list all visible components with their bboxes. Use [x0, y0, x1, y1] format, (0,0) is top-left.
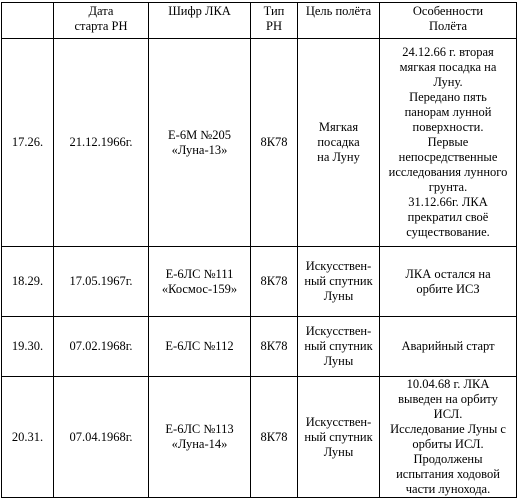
- header-flight-notes: Особенности Полёта: [380, 3, 517, 39]
- table-row: [2, 317, 517, 377]
- note-paragraph: 31.12.66г. ЛКА прекратил своё существование.: [406, 195, 490, 239]
- row-launch-date: 07.04.1968г.: [54, 377, 149, 498]
- header-rocket-type: Тип РН: [251, 3, 298, 39]
- row-spacecraft-code: Е-6ЛС №112: [149, 317, 251, 377]
- table-row: [2, 39, 517, 247]
- row-mission-goal: Искусствен- ный спутник Луны: [298, 377, 380, 498]
- note-paragraph: 24.12.66 г. вторая мягкая посадка на Луну.: [399, 45, 497, 89]
- header-spacecraft-code: Шифр ЛКА: [149, 3, 251, 39]
- note-paragraph: Исследование Луны с орбиты ИСЛ.: [390, 422, 506, 451]
- header-mission-goal: Цель полёта: [298, 3, 380, 39]
- table-row: [2, 247, 517, 317]
- row-rocket-type: 8К78: [251, 247, 298, 317]
- row-rocket-type: 8К78: [251, 377, 298, 498]
- row-launch-date: 17.05.1967г.: [54, 247, 149, 317]
- row-launch-date: 21.12.1966г.: [54, 39, 149, 247]
- note-paragraph: ЛКА остался на орбите ИСЗ: [405, 266, 491, 296]
- row-number: 18.29.: [2, 247, 54, 317]
- row-spacecraft-code: Е-6М №205 «Луна-13»: [149, 39, 251, 247]
- note-paragraph: 10.04.68 г. ЛКА выведен на орбиту ИСЛ.: [398, 377, 498, 421]
- row-launch-date: 07.02.1968г.: [54, 317, 149, 377]
- table-row: [2, 377, 517, 498]
- note-paragraph: Продолжены испытания ходовой части лунохода.: [396, 452, 500, 496]
- row-rocket-type: 8К78: [251, 317, 298, 377]
- row-number: 19.30.: [2, 317, 54, 377]
- row-mission-goal: Мягкая посадка на Луну: [298, 39, 380, 247]
- row-spacecraft-code: Е-6ЛС №113 «Луна-14»: [149, 377, 251, 498]
- launch-table: [1, 2, 517, 498]
- row-mission-goal: Искусствен- ный спутник Луны: [298, 247, 380, 317]
- row-number: 20.31.: [2, 377, 54, 498]
- row-flight-notes: [380, 317, 517, 377]
- row-number: 17.26.: [2, 39, 54, 247]
- row-mission-goal: Искусствен- ный спутник Луны: [298, 317, 380, 377]
- row-rocket-type: 8К78: [251, 39, 298, 247]
- row-flight-notes: [380, 39, 517, 247]
- row-flight-notes: [380, 247, 517, 317]
- table-header-row: [2, 3, 517, 39]
- row-flight-notes: [380, 377, 517, 498]
- row-spacecraft-code: Е-6ЛС №111 «Космос-159»: [149, 247, 251, 317]
- header-number: [2, 3, 54, 39]
- header-launch-date: Дата старта РН: [54, 3, 149, 39]
- note-paragraph: Аварийный старт: [401, 339, 495, 353]
- note-paragraph: Первые непосредственные исследования лунного грунта.: [388, 135, 508, 194]
- note-paragraph: Передано пять панорам лунной поверхности.: [404, 90, 492, 134]
